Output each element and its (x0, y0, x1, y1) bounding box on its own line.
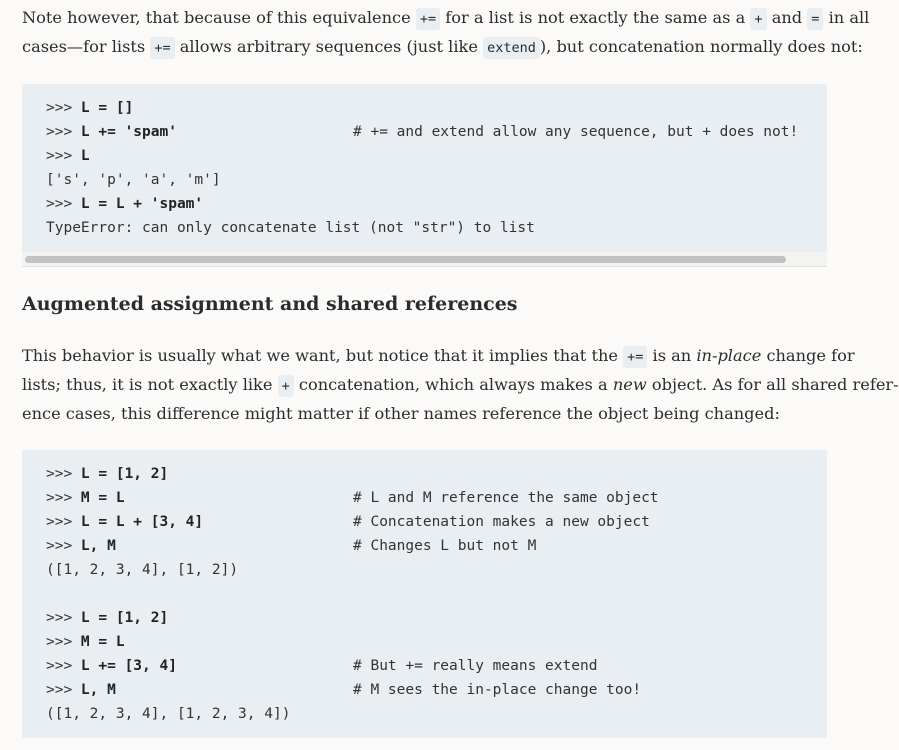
inline-code: += (623, 346, 647, 368)
body-paragraph (22, 342, 899, 428)
code-line (46, 216, 827, 240)
code-comment: # L and M reference the same object (353, 490, 659, 506)
code-command: M = L (80, 490, 125, 506)
code-line (46, 630, 827, 654)
code-line (46, 702, 827, 726)
inline-code: extend (483, 37, 540, 59)
text-run: change for (761, 346, 855, 365)
body-line-3 (22, 400, 832, 428)
code-prompt: >>> (46, 514, 81, 530)
code-output: ([1, 2, 3, 4], [1, 2]) (46, 562, 239, 578)
intro-paragraph (22, 4, 870, 62)
text-run: and (766, 8, 808, 27)
text-run: allows arbitrary sequences (just like (174, 37, 484, 56)
code-line (46, 144, 827, 168)
code-line (46, 96, 827, 120)
code-scrollbar[interactable] (22, 252, 827, 267)
code-command: L = [] (80, 100, 134, 116)
code-command: L += [3, 4] (80, 658, 177, 674)
code-line (46, 558, 827, 582)
text-run: cases—for lists (22, 37, 151, 56)
code-line (46, 462, 827, 486)
code-command: L, M (80, 538, 116, 554)
section-heading: Augmented assignment and shared references (22, 293, 518, 315)
body-line-1 (22, 342, 855, 371)
code-command: L = [1, 2] (80, 610, 169, 626)
text-run: concatenation, which always makes a (293, 375, 613, 394)
text-run: This behavior is usually what we want, but notice that it implies that the (22, 346, 624, 365)
code-prompt: >>> (46, 466, 81, 482)
code-prompt: >>> (46, 538, 81, 554)
code-output: ([1, 2, 3, 4], [1, 2, 3, 4]) (46, 706, 291, 722)
text-run: lists; thus, it is not exactly like (22, 375, 278, 394)
emphasis-text: in-place (696, 346, 762, 365)
code-line (46, 678, 827, 702)
code-comment: # Changes L but not M (353, 538, 537, 554)
code-command: M = L (80, 634, 125, 650)
text-run: ence cases, this difference might matter if other names reference the object being changed: (22, 404, 780, 423)
code-command: L (80, 148, 90, 164)
inline-code: + (750, 8, 766, 30)
code-prompt: >>> (46, 124, 81, 140)
text-run: Note however, that because of this equivalence (22, 8, 416, 27)
emphasis-text: new (612, 375, 647, 394)
code-line (46, 654, 827, 678)
code-prompt: >>> (46, 100, 81, 116)
code-prompt: >>> (46, 658, 81, 674)
code-listing (22, 96, 827, 240)
code-block-shared-references[interactable] (22, 450, 827, 738)
code-blank-line (46, 582, 827, 606)
text-run: in all (823, 8, 870, 27)
intro-line-2 (22, 33, 863, 62)
code-comment: # But += really means extend (353, 658, 598, 674)
code-command: L = L + [3, 4] (80, 514, 204, 530)
code-line (46, 192, 827, 216)
code-line (46, 534, 827, 558)
inline-code: + (278, 375, 294, 397)
text-run: object. As for all shared refer- (646, 375, 899, 394)
code-listing (22, 462, 827, 726)
code-comment: # M sees the in-place change too! (353, 682, 642, 698)
inline-code: = (807, 8, 823, 30)
code-line (46, 168, 827, 192)
code-prompt: >>> (46, 610, 81, 626)
body-line-2 (22, 371, 899, 400)
code-prompt: >>> (46, 196, 81, 212)
code-command: L = L + (80, 196, 151, 212)
intro-line-1 (22, 4, 870, 33)
code-block-list-extend[interactable] (22, 84, 827, 264)
inline-code: += (150, 37, 174, 59)
code-string: 'spam' (150, 196, 204, 212)
code-comment: # += and extend allow any sequence, but + does not! (353, 124, 799, 140)
code-prompt: >>> (46, 634, 81, 650)
code-command: L += (80, 124, 125, 140)
code-prompt: >>> (46, 148, 81, 164)
inline-code: += (416, 8, 440, 30)
code-output: TypeError: can only concatenate list (not "str") to list (46, 220, 535, 236)
code-string: 'spam' (124, 124, 177, 140)
text-run: ), but concatenation normally does not: (539, 37, 863, 56)
code-command: L = [1, 2] (80, 466, 169, 482)
code-output: ['s', 'p', 'a', 'm'] (46, 172, 221, 188)
code-line (46, 486, 827, 510)
code-line (46, 510, 827, 534)
text-run: for a list is not exactly the same as a (440, 8, 751, 27)
code-line (46, 606, 827, 630)
text-run: is an (647, 346, 697, 365)
code-command: L, M (80, 682, 116, 698)
code-scrollbar-thumb[interactable] (25, 256, 786, 263)
code-comment: # Concatenation makes a new object (353, 514, 650, 530)
code-line (46, 120, 827, 144)
code-prompt: >>> (46, 682, 81, 698)
code-prompt: >>> (46, 490, 81, 506)
